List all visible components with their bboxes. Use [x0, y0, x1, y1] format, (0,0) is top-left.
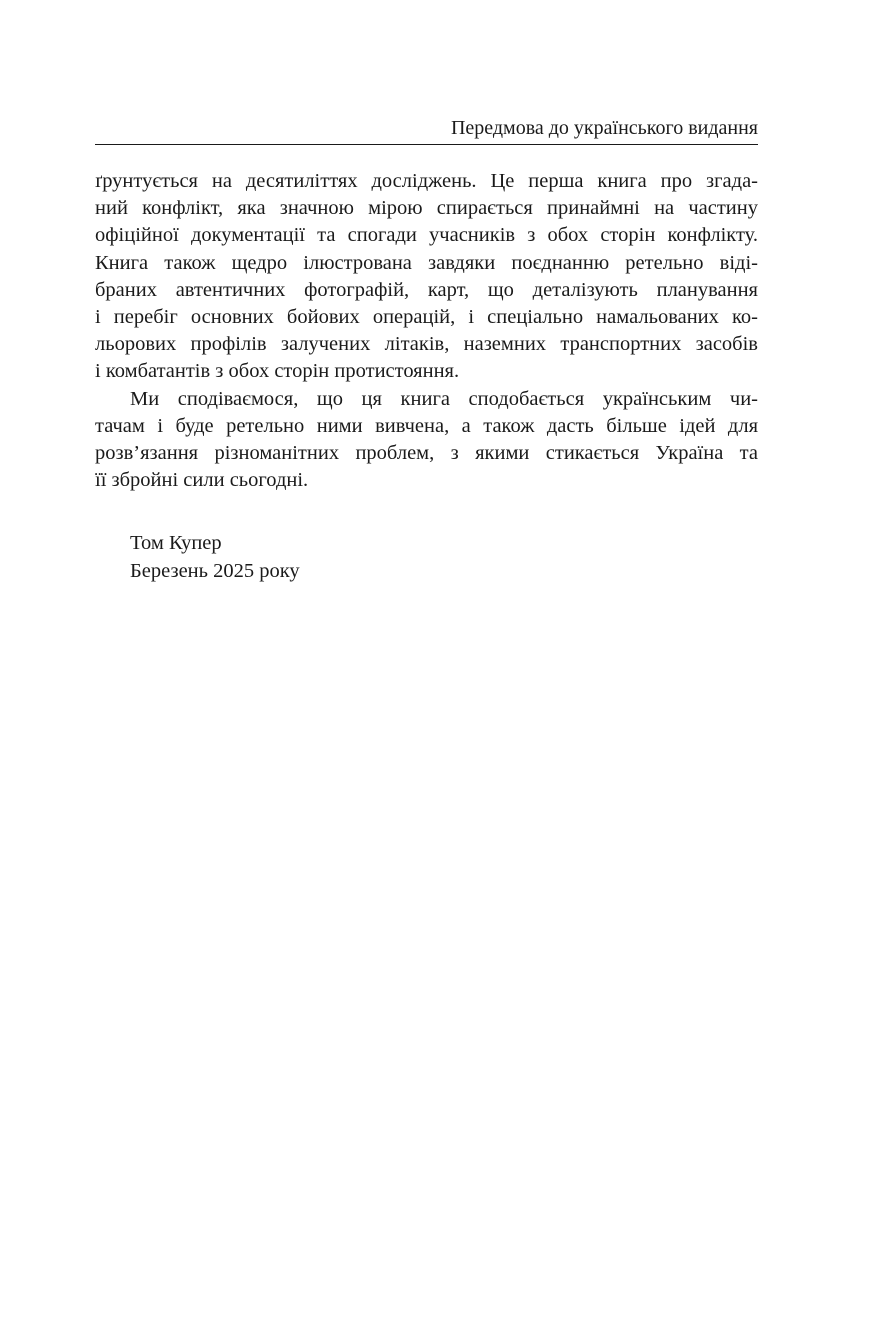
signature-block [130, 530, 300, 585]
text-line: льорових профілів залучених літаків, наземних транспортних засобів [95, 333, 758, 356]
text-line: її збройні сили сьогодні. [95, 469, 309, 492]
text-line: ний конфлікт, яка значною мірою спирається принаймні на частину [95, 197, 758, 220]
text-line: і перебіг основних бойових операцій, і спеціально намальованих ко- [95, 306, 758, 329]
paragraph-1 [95, 168, 758, 386]
paragraph-2 [95, 386, 758, 495]
text-line: офіційної документації та спогади учасників з обох сторін конфлікту. [95, 224, 758, 247]
text-line: Ми сподіваємося, що ця книга сподобається українським чи- [130, 387, 758, 410]
running-header: Передмова до українського видання [450, 117, 758, 139]
signature-date: Березень 2025 року [130, 559, 300, 582]
text-line: розв’язання різноманітних проблем, з якими стикається Україна та [95, 442, 758, 465]
text-line: тачам і буде ретельно ними вивчена, а також дасть більше ідей для [95, 414, 758, 437]
body-text [95, 168, 758, 494]
text-line: і комбатантів з обох сторін протистояння. [95, 360, 460, 383]
text-line: браних автентичних фотографій, карт, що деталізують планування [95, 278, 758, 301]
author-name: Том Купер [130, 532, 222, 554]
header-rule [95, 144, 758, 145]
text-line: ґрунтується на десятиліттях досліджень. Це перша книга про згада- [95, 170, 758, 192]
text-line: Книга також щедро ілюстрована завдяки поєднанню ретельно віді- [95, 251, 758, 274]
